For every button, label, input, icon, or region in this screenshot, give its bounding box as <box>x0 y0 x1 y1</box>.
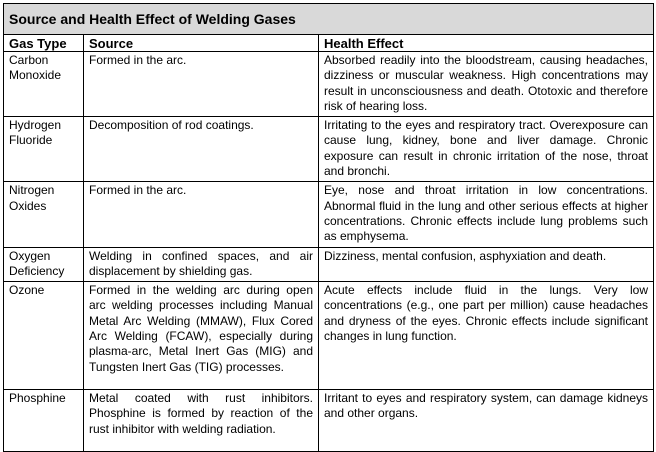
cell-source: Welding in confined spaces, and air displacement by shielding gas. <box>84 247 319 282</box>
welding-gases-table <box>3 3 654 452</box>
cell-source: Metal coated with rust inhibitors. Phosphine is formed by reaction of the rust inhibitor with welding radiation. <box>84 390 319 452</box>
cell-effect: Dizziness, mental confusion, asphyxiation and death. <box>319 247 654 282</box>
gas-table-container <box>3 3 653 452</box>
cell-gas: Nitrogen Oxides <box>4 182 84 247</box>
cell-gas: Oxygen Deficiency <box>4 247 84 282</box>
table-row <box>4 117 654 182</box>
cell-source: Formed in the arc. <box>84 52 319 117</box>
cell-source: Formed in the arc. <box>84 182 319 247</box>
header-source: Source <box>84 35 319 52</box>
cell-gas: Carbon Monoxide <box>4 52 84 117</box>
header-health-effect: Health Effect <box>319 35 654 52</box>
cell-effect: Absorbed readily into the bloodstream, causing headaches, dizziness or muscular weakness. High concentrations may result in unconsciousness and death. Ototoxic and therefore risk of hearing loss. <box>319 52 654 117</box>
table-row <box>4 182 654 247</box>
header-gas-type: Gas Type <box>4 35 84 52</box>
cell-effect: Irritating to the eyes and respiratory tract. Overexposure can cause lung, kidney, bone and liver damage. Chronic exposure can result in chronic irritation of the nose, throat and bronchi. <box>319 117 654 182</box>
table-title: Source and Health Effect of Welding Gases <box>4 4 654 35</box>
table-row <box>4 247 654 282</box>
table-row <box>4 52 654 117</box>
cell-effect: Irritant to eyes and respiratory system, can damage kidneys and other organs. <box>319 390 654 452</box>
cell-gas: Ozone <box>4 282 84 390</box>
cell-gas: Hydrogen Fluoride <box>4 117 84 182</box>
cell-source: Decomposition of rod coatings. <box>84 117 319 182</box>
header-row <box>4 35 654 52</box>
cell-gas: Phosphine <box>4 390 84 452</box>
cell-effect: Eye, nose and throat irritation in low concentrations. Abnormal fluid in the lung and other serious effects at higher concentrations. Chronic effects include lung problems such as emphysema. <box>319 182 654 247</box>
cell-source: Formed in the welding arc during open arc welding processes including Manual Metal Arc Welding (MMAW), Flux Cored Arc Welding (FCAW), especially during plasma-arc, Metal Inert Gas (MIG) and Tungsten Inert Gas (TIG) processes. <box>84 282 319 390</box>
cell-effect: Acute effects include fluid in the lungs. Very low concentrations (e.g., one part per million) cause headaches and dryness of the eyes. Chronic effects include significant changes in lung function. <box>319 282 654 390</box>
table-row <box>4 390 654 452</box>
table-row <box>4 282 654 390</box>
